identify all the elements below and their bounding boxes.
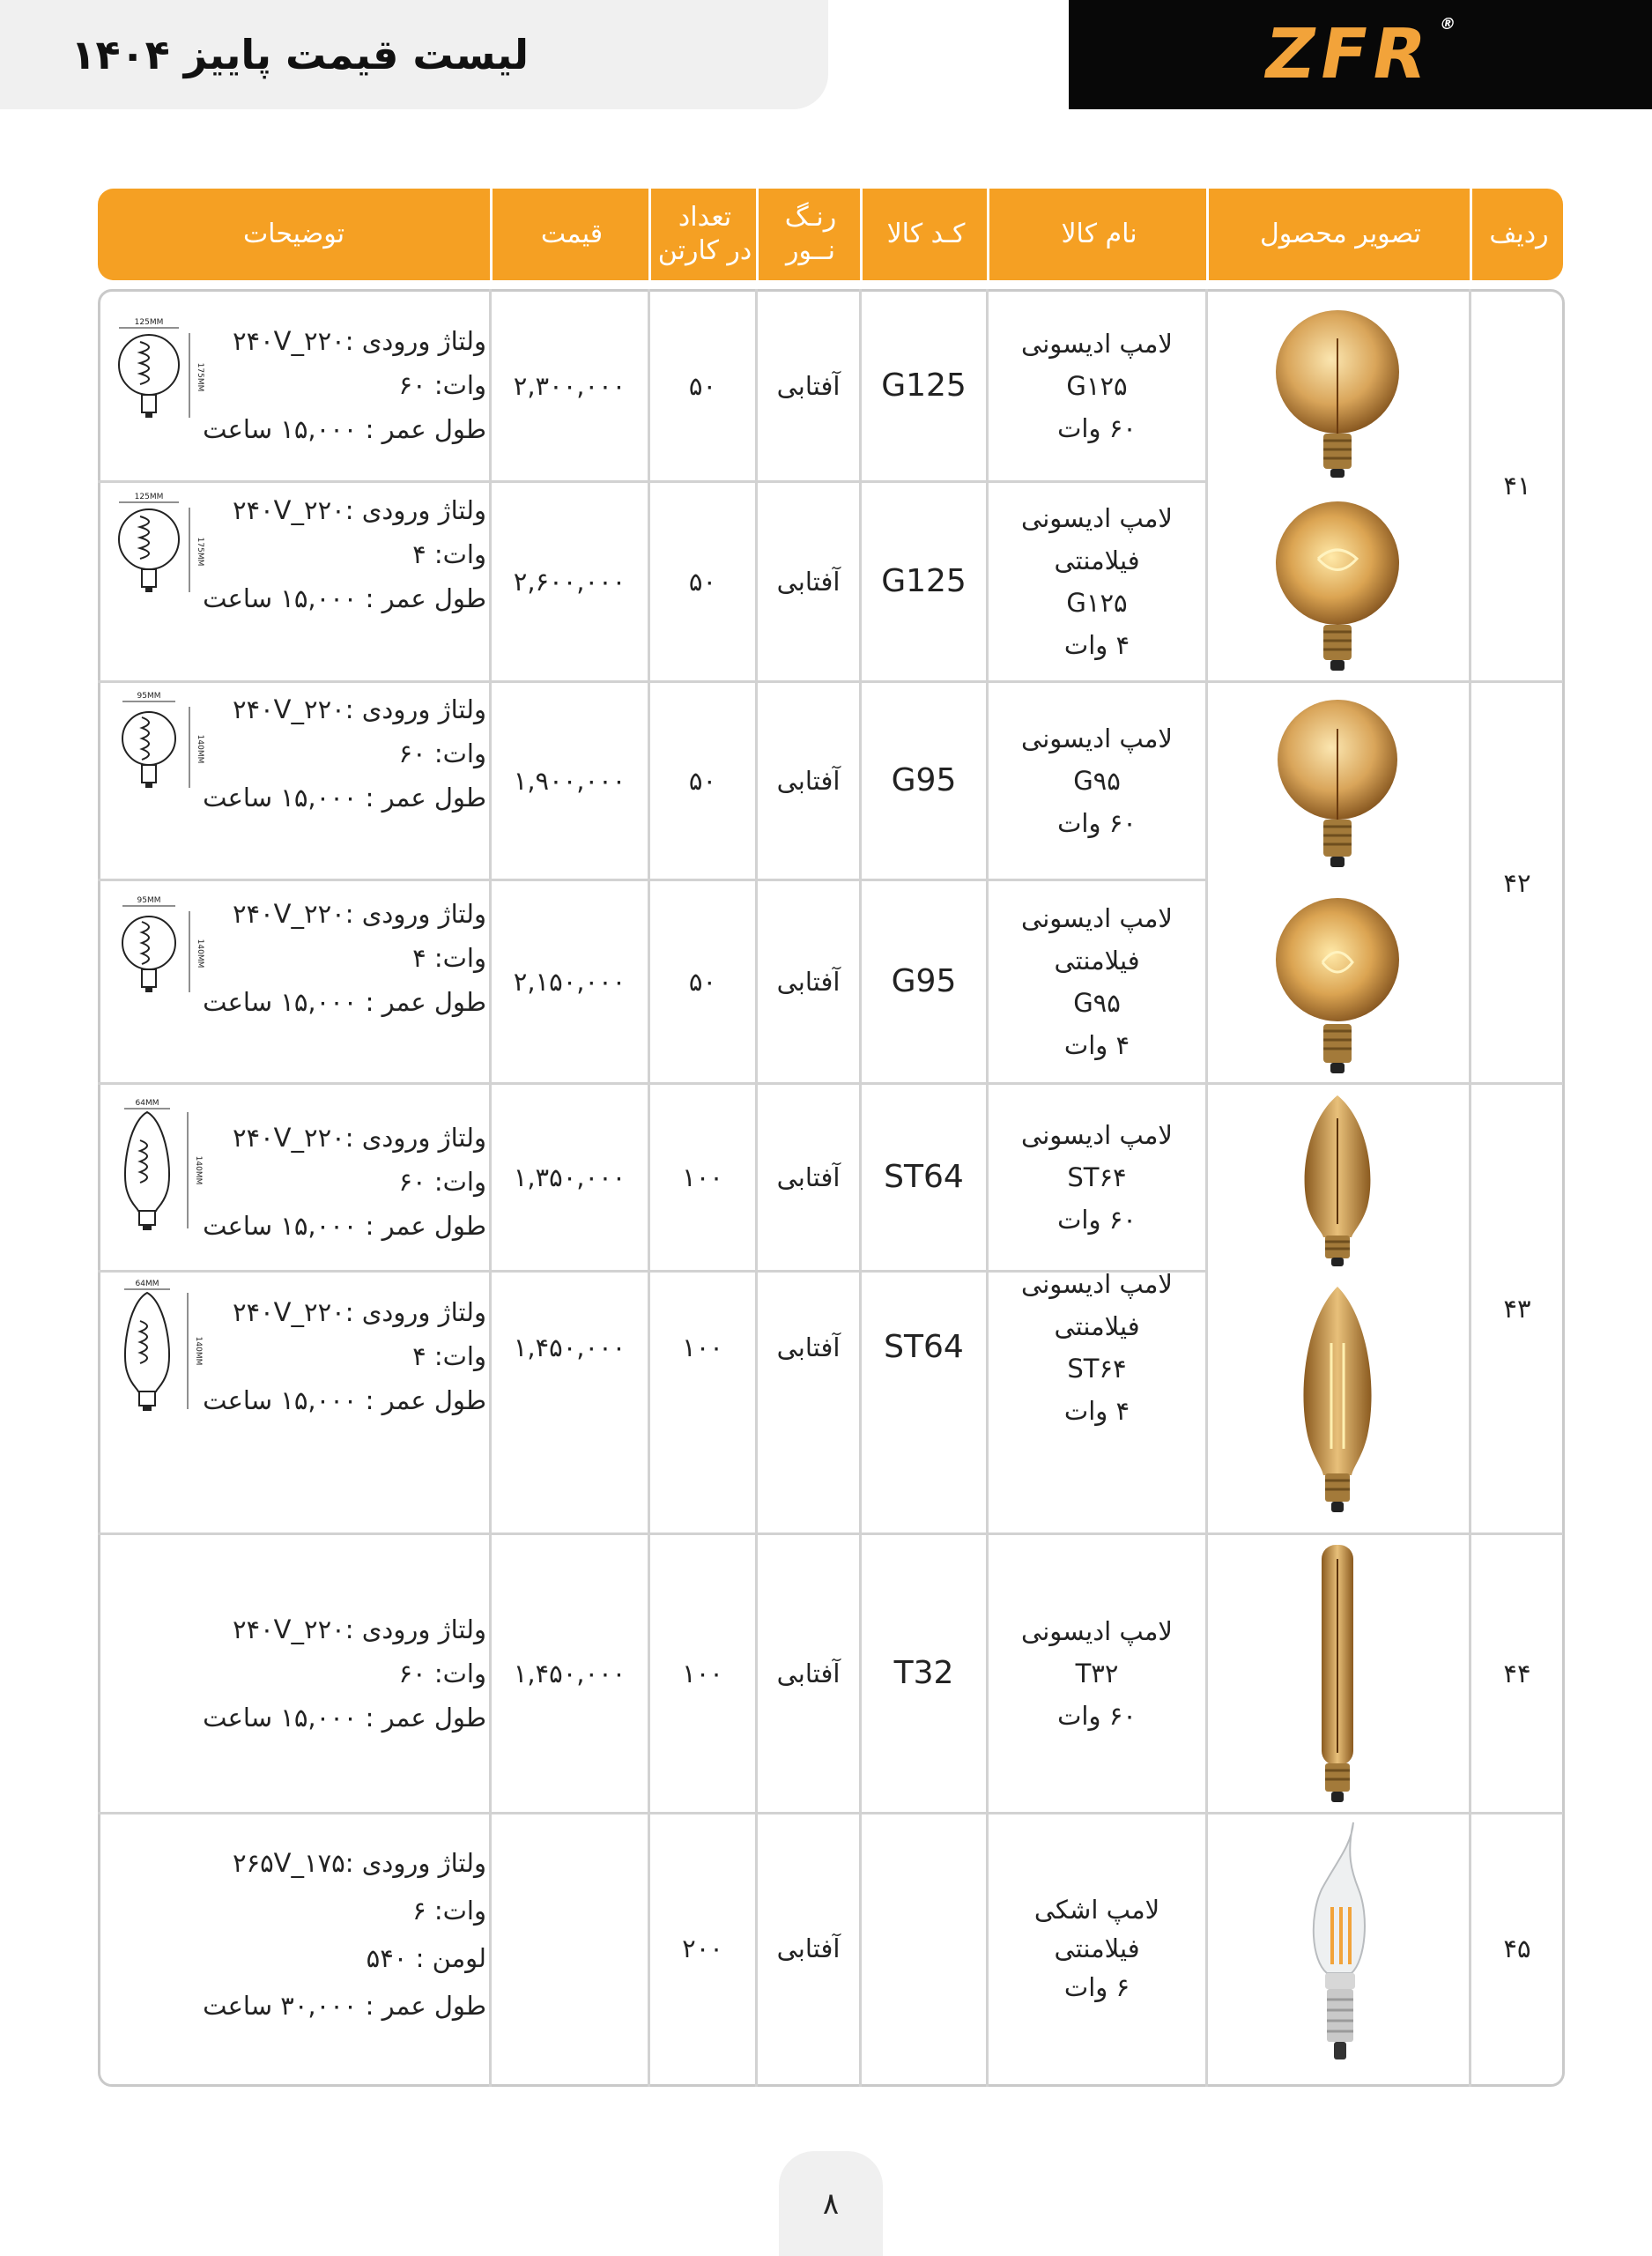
light-color: آفتابی [776,766,841,796]
carton-qty: ۱۰۰ [682,1332,723,1362]
svg-text:140MM: 140MM [196,939,204,968]
svg-text:64MM: 64MM [135,1099,159,1108]
bulb-dimension-diagram [110,689,207,813]
description: ولتاژ ورودی :۲۴۰V_۲۲۰ وات: ۴ طول عمر : ۱۵,۰۰۰ ساعت [203,1297,486,1415]
carton-qty: ۵۰ [688,370,717,401]
col-divider [1205,289,1208,2087]
price: ۱,۴۵۰,۰۰۰ [513,1332,626,1362]
price: ۱,۴۵۰,۰۰۰ [513,1659,626,1688]
price-table [98,189,1563,2021]
product-code: G125 [881,563,967,599]
header-code: کـد کالا [860,189,989,280]
carton-qty: ۵۰ [688,766,717,796]
header-desc: توضیحات [242,219,345,249]
product-code [862,1814,986,2082]
svg-text:95MM: 95MM [137,896,161,905]
product-name: لامپ ادیسونی G۹۵ ۶۰ وات [1021,724,1173,838]
light-color: آفتابی [776,1659,841,1688]
bulb-dimension-diagram [105,1096,207,1237]
description: ولتاژ ورودی :۲۴۰V_۲۲۰ وات: ۴ طول عمر : ۱۵,۰۰۰ ساعت [203,495,486,613]
price: ۲,۳۰۰,۰۰۰ [513,370,626,401]
product-code: T32 [893,1655,954,1691]
price: ۱,۳۵۰,۰۰۰ [513,1162,626,1192]
product-name: لامپ ادیسونی فیلامنتی G۱۲۵ ۴ وات [1021,503,1173,660]
bulb-st64-photo [1292,1092,1384,1268]
price: ۲,۶۰۰,۰۰۰ [513,567,626,597]
header-row: ردیف [1470,189,1566,280]
description: ولتاژ ورودی :۲۴۰V_۲۲۰ وات: ۴ طول عمر : ۱۵,۰۰۰ ساعت [203,899,486,1017]
logo-text: ZFR® [1258,15,1463,94]
bulb-g95-photo [1274,885,1402,1079]
header-qty: تعداد در کارتن [648,189,759,280]
product-name: لامپ ادیسونی G۱۲۵ ۶۰ وات [1021,328,1173,443]
header-name: نام کالا [987,189,1209,280]
description: ولتاژ ورودی :۲۴۰V_۲۲۰ وات: ۶۰ طول عمر : ۱۵,۰۰۰ ساعت [203,694,486,813]
product-name: لامپ ادیسونی فیلامنتی G۹۵ ۴ وات [1021,903,1173,1060]
price [492,1814,648,2082]
group-number: ۴۴ [1503,1659,1531,1688]
table-header [98,189,1563,280]
product-code: G95 [891,963,957,999]
carton-qty: ۱۰۰ [682,1162,723,1192]
bulb-dimension-diagram [105,1277,207,1418]
header-image: تصویر محصول [1206,189,1472,280]
price: ۱,۹۰۰,۰۰۰ [513,766,626,796]
svg-text:175MM: 175MM [196,362,204,392]
svg-text:64MM: 64MM [135,1280,159,1288]
price: ۲,۱۵۰,۰۰۰ [513,967,626,997]
page-number: ۸ [779,2151,883,2256]
bulb-candle-photo [1300,1819,1380,2074]
bulb-t32-photo [1309,1541,1366,1806]
svg-text:140MM: 140MM [194,1155,203,1185]
product-code: G95 [891,762,957,798]
product-name: لامپ اشکی فیلامنتی ۶ وات [1033,1894,1160,2002]
light-color: آفتابی [776,1933,841,1963]
group-number: ۴۳ [1503,1294,1531,1324]
bulb-g125-photo [1274,488,1402,673]
page-title-wrap [0,0,758,109]
description: ولتاژ ورودی :۲۴۰V_۲۲۰ وات: ۶۰ طول عمر : ۱۵,۰۰۰ ساعت [203,1123,486,1241]
bulb-g125-photo [1274,303,1402,479]
product-name: لامپ ادیسونی ST۶۴ ۶۰ وات [1021,1120,1173,1235]
header-color: رنـگ نــور [756,189,863,280]
light-color: آفتابی [776,967,841,997]
svg-text:125MM: 125MM [134,318,164,327]
group-number: ۴۵ [1503,1933,1531,1963]
light-color: آفتابی [776,567,841,597]
bulb-dimension-diagram [110,315,207,439]
bulb-dimension-diagram [110,894,207,1017]
product-code: ST64 [884,1159,964,1195]
description: ولتاژ ورودی :۲۴۰V_۲۲۰ وات: ۶۰ طول عمر : ۱۵,۰۰۰ ساعت [203,1614,486,1733]
brand-logo [1069,0,1652,109]
bulb-st64-photo [1292,1281,1384,1519]
group-number: ۴۲ [1503,867,1531,898]
carton-qty: ۵۰ [688,967,717,997]
page-title: لیست قیمت پاییز ۱۴۰۴ [70,31,529,78]
carton-qty: ۵۰ [688,567,717,597]
description: ولتاژ ورودی :۲۴۰V_۲۲۰ وات: ۶۰ طول عمر : ۱۵,۰۰۰ ساعت [203,326,486,444]
svg-text:175MM: 175MM [196,537,204,567]
light-color: آفتابی [776,1162,841,1192]
group-number: ۴۱ [1503,471,1531,501]
product-name: لامپ ادیسونی T۳۲ ۶۰ وات [1021,1616,1173,1731]
bulb-dimension-diagram [110,490,207,613]
svg-text:140MM: 140MM [196,734,204,764]
light-color: آفتابی [776,370,841,401]
header-price: قیمت [490,189,651,280]
svg-text:125MM: 125MM [134,493,164,501]
carton-qty: ۱۰۰ [682,1659,723,1688]
product-code: G125 [881,367,967,404]
carton-qty: ۲۰۰ [682,1933,723,1963]
svg-text:140MM: 140MM [194,1336,203,1366]
bulb-g95-photo [1274,689,1402,870]
light-color: آفتابی [776,1332,841,1362]
svg-text:95MM: 95MM [137,692,161,701]
product-code: ST64 [884,1329,964,1365]
description: ولتاژ ورودی :۲۶۵V_۱۷۵ وات: ۶ لومن : ۵۴۰ طول عمر : ۳۰,۰۰۰ ساعت [203,1848,486,2021]
product-name: لامپ ادیسونی فیلامنتی ST۶۴ ۴ وات [1021,1269,1173,1426]
